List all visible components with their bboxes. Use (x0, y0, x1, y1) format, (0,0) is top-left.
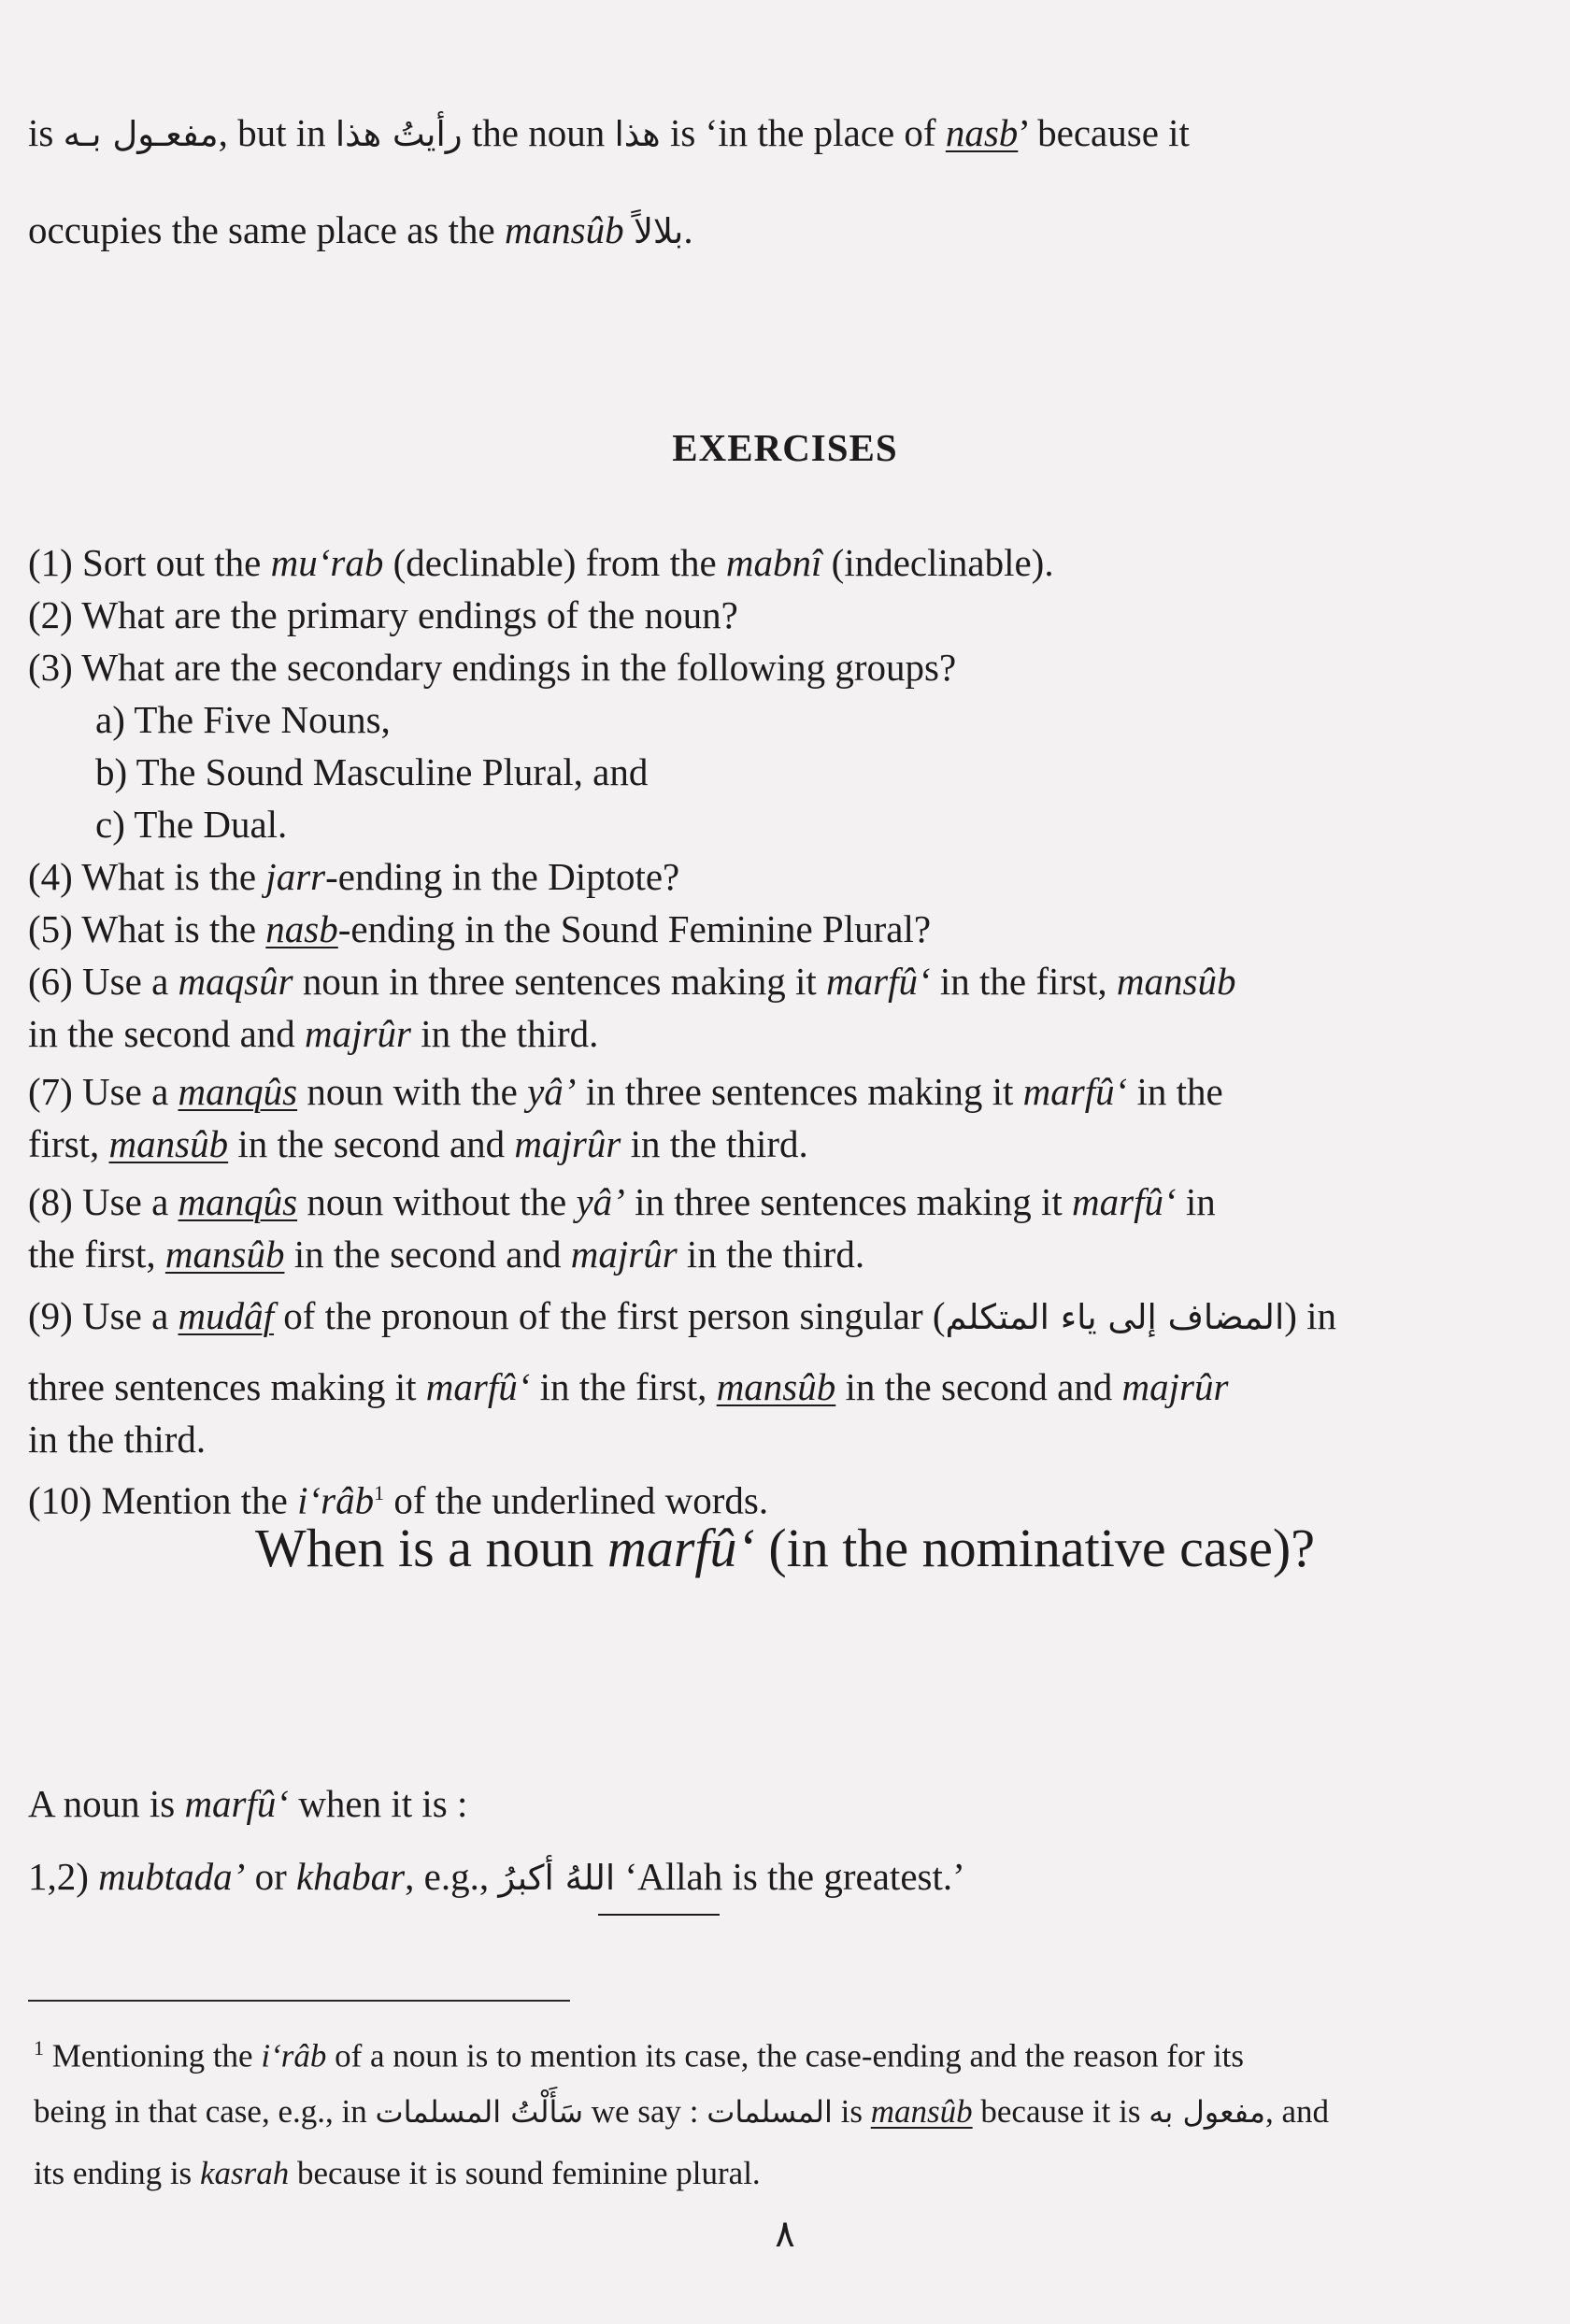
exercise-3a: a) The Five Nouns, (95, 698, 391, 741)
exercise-7-cont: first, mansûb in the second and majrûr in the third. (28, 1122, 808, 1165)
exercise-3: (3) What are the secondary endings in the following groups? (28, 646, 957, 689)
section-heading: When is a noun marfû‘ (in the nominative case)? (255, 1518, 1315, 1578)
exercise-4: (4) What is the jarr-ending in the Diptote? (28, 855, 680, 898)
section-intro: A noun is marfû‘ when it is : (28, 1782, 468, 1825)
exercise-6: (6) Use a maqsûr noun in three sentences making it marfû‘ in the first, mansûb (28, 960, 1236, 1003)
footnote-line-1: $^1$ Mentioning the i‘râb of a noun is to mention its case, the case-ending and the reason for its (34, 2036, 1245, 2074)
exercise-9-cont-2: in the third. (28, 1418, 207, 1461)
exercise-9: (9) Use a mudâf of the pronoun of the first person singular (المضاف إلى ياء المتكلم) in (28, 1294, 1337, 1337)
exercise-1: (1) Sort out the mu‘rab (declinable) from the mabnî (indeclinable). (28, 541, 1054, 584)
intro-line-2: occupies the same place as the mansûb بلالاً. (28, 208, 693, 251)
exercises-title: EXERCISES (672, 426, 898, 469)
exercise-2: (2) What are the primary endings of the noun? (28, 593, 738, 636)
intro-line-1: is مفعـول بـه, but in رأيتُ هذا the noun هذا is ‘in the place of nasb’ because it (28, 111, 1190, 154)
exercise-9-cont: three sentences making it marfû‘ in the first, mansûb in the second and majrûr (28, 1365, 1229, 1408)
exercise-7: (7) Use a manqûs noun with the yâ’ in three sentences making it marfû‘ in the (28, 1070, 1223, 1113)
exercise-5: (5) What is the nasb-ending in the Sound Feminine Plural? (28, 907, 932, 950)
footnote-line-3: its ending is kasrah because it is sound feminine plural. (34, 2155, 761, 2191)
exercise-8: (8) Use a manqûs noun without the yâ’ in three sentences making it marfû‘ in (28, 1180, 1216, 1223)
exercise-8-cont: the first, mansûb in the second and majrûr in the third. (28, 1233, 865, 1276)
page-number: ٨ (775, 2213, 795, 2256)
exercise-3c: c) The Dual. (95, 803, 288, 846)
footnote-line-2: being in that case, e.g., in سَأَلْتُ المسلمات we say : المسلمات is mansûb because it is مفعول به, and (34, 2093, 1330, 2130)
section-rule-1-2: 1,2) mubtada’ or khabar, e.g., اللهُ أكبرُ ‘Allah is the greatest.’ (28, 1855, 965, 1898)
exercise-6-cont: in the second and majrûr in the third. (28, 1012, 599, 1055)
exercise-3b: b) The Sound Masculine Plural, and (95, 750, 649, 793)
footnote-divider (28, 2000, 570, 2002)
exercise-10: (10) Mention the i‘râb$^1$ of the underlined words. (28, 1478, 769, 1522)
example-underline (598, 1914, 720, 1916)
